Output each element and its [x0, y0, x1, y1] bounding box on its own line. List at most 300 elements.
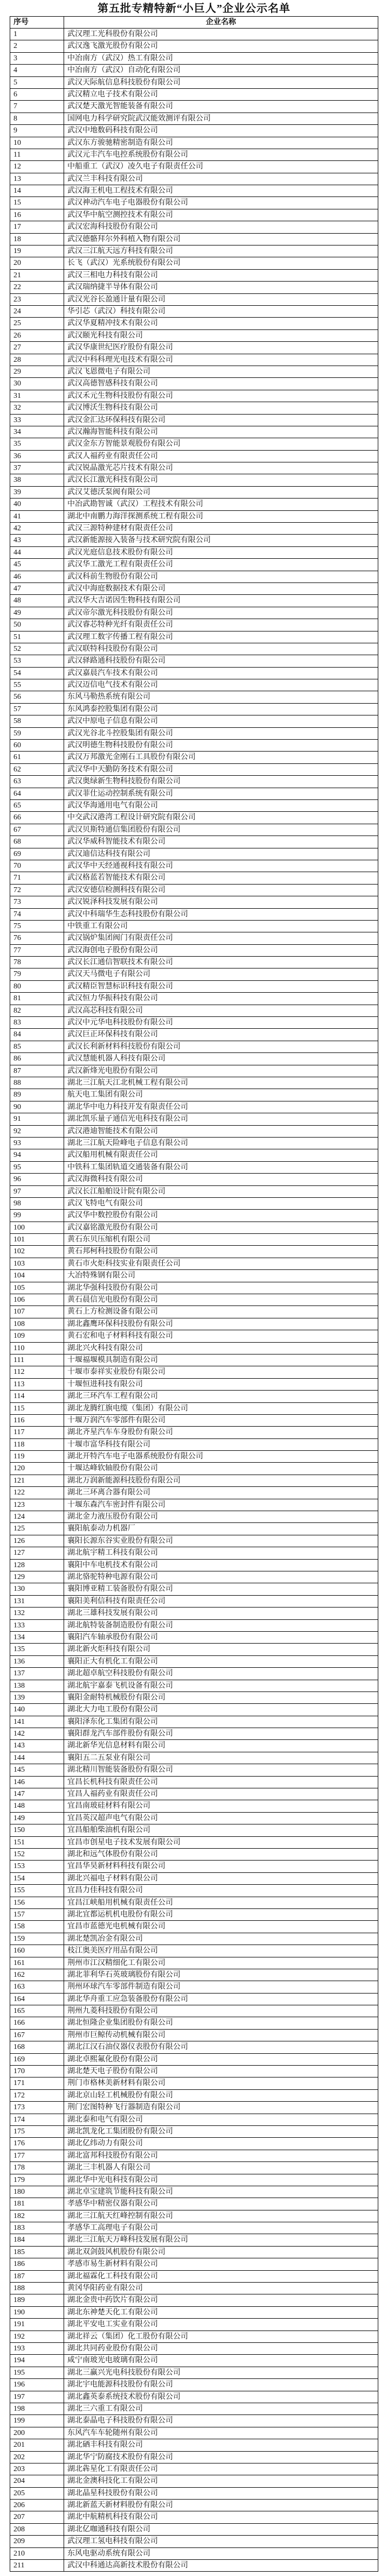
company-name: 宜昌船舶柴油机有限公司 [67, 1826, 150, 1835]
table-row [10, 715, 378, 727]
row-number: 200 [10, 2427, 64, 2439]
company-name: 武汉嘉晨汽车技术有限公司 [67, 669, 158, 677]
table-row [10, 1149, 378, 1161]
company-name: 武汉瀚海智能科技有限公司 [67, 427, 158, 436]
table-row [10, 523, 378, 535]
company-name: 武汉元丰汽车电控系统股份有限公司 [67, 150, 188, 159]
company-name: 武汉中地数码科技有限公司 [67, 127, 158, 135]
table-row [10, 1306, 378, 1318]
table-row [10, 2343, 378, 2355]
company-name: 宜昌人福药业有限责任公司 [67, 1790, 158, 1799]
table-row [10, 234, 378, 245]
row-number: 20 [10, 257, 64, 269]
company-name: 华引芯（武汉）科技有限公司 [67, 307, 165, 315]
company-name: 湖北和远气体股份有限公司 [67, 1850, 158, 1858]
row-number: 9 [10, 125, 64, 136]
table-row [10, 1162, 378, 1174]
row-number: 70 [10, 860, 64, 872]
company-name: 武汉光庭信息技术股份有限公司 [67, 548, 173, 557]
company-name: 武汉港迪智能技术有限公司 [67, 1127, 158, 1135]
table-row [10, 1861, 378, 1872]
company-name: 武汉天马微电子有限公司 [67, 970, 150, 979]
company-name: 武汉慧能机器人科技有限公司 [67, 1055, 165, 1063]
table-row [10, 2077, 378, 2089]
company-name: 宜昌市创星电子技术发展有限公司 [67, 1838, 181, 1847]
table-row [10, 2548, 378, 2560]
row-number: 90 [10, 1101, 64, 1113]
row-number: 125 [10, 1523, 64, 1534]
table-row [10, 2126, 378, 2138]
table-row [10, 535, 378, 546]
company-name: 黄石上方检测设备有限公司 [67, 1308, 158, 1316]
table-row [10, 1837, 378, 1849]
table-row [10, 1969, 378, 1981]
row-number: 92 [10, 1126, 64, 1137]
company-name: 荆州环球汽车零部件制造有限公司 [67, 1983, 181, 1991]
row-number: 112 [10, 1366, 64, 1378]
table-row [10, 2138, 378, 2150]
row-number: 33 [10, 415, 64, 426]
row-number: 142 [10, 1728, 64, 1739]
table-row [10, 1475, 378, 1487]
company-name: 襄阳美利信科技有限责任公司 [67, 1597, 165, 1605]
row-number: 202 [10, 2452, 64, 2463]
table-row [10, 824, 378, 836]
row-number: 116 [10, 1415, 64, 1426]
table-row [10, 1005, 378, 1017]
row-number: 119 [10, 1451, 64, 1462]
company-name: 湖北楚天电子股份有限公司 [67, 2067, 158, 2076]
page-title: 第五批专精特新“小巨人”企业公示名单 [98, 3, 290, 15]
company-name: 襄阳航泰动力机器厂 [67, 1525, 135, 1533]
table-row [10, 2500, 378, 2511]
row-number: 8 [10, 113, 64, 124]
company-name: 黄石市火炬科技实业有限责任公司 [67, 1259, 181, 1268]
row-number: 190 [10, 2307, 64, 2318]
company-name: 湖北华舟重工应急装备股份有限公司 [67, 1995, 188, 2003]
row-number: 129 [10, 1571, 64, 1583]
table-row [10, 752, 378, 763]
table-row [10, 511, 378, 523]
company-name: 湖北开特汽车电子电器系统股份有限公司 [67, 1452, 203, 1461]
company-name: 武汉新能源接入装备与技术研究院有限公司 [67, 536, 211, 545]
table-row [10, 378, 378, 390]
company-name: 襄阳金耐特机械股份有限公司 [67, 1693, 165, 1702]
table-row [10, 2488, 378, 2500]
row-number: 35 [10, 438, 64, 450]
row-number: 191 [10, 2319, 64, 2330]
table-row [10, 607, 378, 619]
table-row [10, 1113, 378, 1125]
row-number: 18 [10, 234, 64, 245]
company-name: 武汉锅炉集团阀门有限责任公司 [67, 934, 173, 943]
table-row [10, 2090, 378, 2102]
table-row [10, 438, 378, 450]
row-number: 197 [10, 2391, 64, 2403]
company-name: 黄石宏和电子材料科技有限公司 [67, 1332, 173, 1340]
table-row [10, 462, 378, 474]
row-number: 122 [10, 1487, 64, 1498]
table-row [10, 161, 378, 173]
company-name: 武汉中科瑞华生态科技股份有限公司 [67, 910, 188, 918]
table-row [10, 402, 378, 414]
row-number: 181 [10, 2198, 64, 2209]
row-number: 161 [10, 1957, 64, 1969]
table-row [10, 1704, 378, 1716]
table-row [10, 2403, 378, 2415]
row-number: 34 [10, 426, 64, 438]
company-name: 武汉华中航空测控技术有限公司 [67, 210, 173, 219]
company-name: 武汉华海通用电气有限公司 [67, 802, 158, 810]
row-number: 76 [10, 932, 64, 944]
table-row [10, 282, 378, 293]
row-number: 100 [10, 1222, 64, 1233]
company-name: 东风电驱动系统有限公司 [67, 2549, 150, 2558]
table-row [10, 1089, 378, 1101]
table-row [10, 1294, 378, 1306]
row-number: 211 [10, 2560, 64, 2571]
table-row [10, 872, 378, 884]
row-number: 186 [10, 2258, 64, 2270]
table-row [10, 2475, 378, 2487]
row-number: 71 [10, 872, 64, 883]
row-number: 117 [10, 1427, 64, 1438]
company-name: 荆州市巨鲸传动机械有限公司 [67, 2031, 165, 2039]
row-number: 198 [10, 2403, 64, 2414]
table-row [10, 2355, 378, 2367]
company-name: 湖北犇星化工有限责任公司 [67, 2465, 158, 2473]
company-name: 武汉三江航天远方科技有限公司 [67, 247, 173, 256]
table-row [10, 77, 378, 89]
company-name: 湖北三环汽车工程有限公司 [67, 1392, 158, 1401]
table-row [10, 968, 378, 980]
row-number: 23 [10, 294, 64, 305]
table-row [10, 149, 378, 161]
row-number: 98 [10, 1198, 64, 1209]
table-row [10, 1330, 378, 1342]
row-number: 53 [10, 655, 64, 666]
row-number: 86 [10, 1053, 64, 1064]
row-number: 207 [10, 2511, 64, 2523]
company-name: 武汉三源特种建材有限责任公司 [67, 524, 173, 533]
table-row [10, 415, 378, 426]
company-name: 十堰恒进科技有限公司 [67, 1380, 143, 1388]
table-row [10, 1800, 378, 1812]
row-number: 153 [10, 1861, 64, 1872]
table-row [10, 1318, 378, 1330]
table-row [10, 1620, 378, 1632]
table-row [10, 1246, 378, 1258]
company-name: 武汉金汇达环保科技有限公司 [67, 416, 165, 424]
row-number: 17 [10, 221, 64, 233]
company-name: 湖北共同药业股份有限公司 [67, 2345, 158, 2353]
row-number: 164 [10, 1994, 64, 2005]
row-number: 55 [10, 679, 64, 691]
table-row [10, 2331, 378, 2343]
company-name: 湖北凯乐量子通信光电科技有限公司 [67, 1115, 188, 1124]
row-number: 167 [10, 2030, 64, 2041]
row-number: 37 [10, 462, 64, 474]
table-row [10, 173, 378, 185]
company-name: 武汉锐泽科技发展有限公司 [67, 898, 158, 907]
row-number: 176 [10, 2138, 64, 2149]
company-name: 湖北中南鹏力海洋探测系统工程有限公司 [67, 512, 203, 521]
company-name: 武汉长利新材料科技股份有限公司 [67, 1042, 181, 1051]
company-name: 十堰达峰软轴股份有限公司 [67, 1464, 158, 1473]
table-row [10, 1547, 378, 1559]
row-number: 145 [10, 1764, 64, 1775]
row-number: 88 [10, 1077, 64, 1089]
company-name: 湖北金贵中药饮片有限公司 [67, 2296, 158, 2305]
table-row [10, 1692, 378, 1704]
company-name: 武汉帝尔激光科技股份有限公司 [67, 608, 173, 617]
row-number: 66 [10, 812, 64, 823]
row-number: 165 [10, 2005, 64, 2017]
table-row [10, 270, 378, 282]
company-name: 湖北龙腾红旗电缆（集团）有限公司 [67, 1404, 188, 1413]
row-number: 148 [10, 1800, 64, 1812]
row-number: 108 [10, 1318, 64, 1330]
row-number: 25 [10, 318, 64, 329]
table-row [10, 595, 378, 607]
company-name: 襄阳泽东化工集团有限公司 [67, 1717, 158, 1726]
company-name: 武汉格蓝若智能技术有限公司 [67, 874, 165, 882]
table-row [10, 2283, 378, 2294]
company-name: 湖北华中光电科技有限公司 [67, 2175, 158, 2184]
table-row [10, 1728, 378, 1740]
table-row [10, 1511, 378, 1523]
company-name: 中交武汉港湾工程设计研究院有限公司 [67, 813, 196, 822]
table-row [10, 1994, 378, 2005]
company-name: 荆门宏图特种飞行器制造有限公司 [67, 2103, 181, 2112]
company-name: 武汉光谷北斗控股集团有限公司 [67, 729, 173, 738]
table-row [10, 1366, 378, 1378]
table-row [10, 860, 378, 872]
company-name: 湖北中航精机科技有限公司 [67, 2513, 158, 2522]
company-name: 武汉驿路通科技股份有限公司 [67, 657, 165, 665]
company-name: 武汉迈信电气技术有限公司 [67, 681, 158, 690]
row-number: 144 [10, 1752, 64, 1764]
table-row [10, 1258, 378, 1270]
company-name: 武汉新烽光电股份有限公司 [67, 1066, 158, 1075]
company-name: 湖北东神楚天化工有限公司 [67, 2308, 158, 2317]
company-name: 湖北航宇精工科技有限公司 [67, 1549, 158, 1557]
table-row [10, 559, 378, 571]
table-row [10, 1957, 378, 1969]
company-name: 湖北双剑鼓风机股份有限公司 [67, 2248, 165, 2256]
table-row [10, 1041, 378, 1053]
row-number: 102 [10, 1246, 64, 1257]
table-row [10, 1945, 378, 1957]
table-row [10, 1065, 378, 1077]
row-number: 67 [10, 824, 64, 836]
company-name: 中冶南方（武汉）热工有限公司 [67, 54, 173, 62]
table-row [10, 113, 378, 125]
company-name: 湖北三丰机器人有限公司 [67, 2164, 150, 2172]
row-number: 187 [10, 2271, 64, 2282]
row-number: 156 [10, 1897, 64, 1908]
row-number: 74 [10, 909, 64, 920]
table-row [10, 1427, 378, 1438]
row-number: 26 [10, 330, 64, 341]
company-name: 武汉长江船舶设计院有限公司 [67, 1187, 165, 1196]
row-number: 103 [10, 1258, 64, 1269]
table-row [10, 2247, 378, 2258]
row-number: 51 [10, 631, 64, 643]
table-row [10, 679, 378, 691]
row-number: 40 [10, 499, 64, 510]
row-number: 83 [10, 1017, 64, 1028]
table-row [10, 101, 378, 113]
row-number: 36 [10, 451, 64, 462]
row-number: 24 [10, 306, 64, 317]
row-number: 69 [10, 848, 64, 860]
row-number: 118 [10, 1439, 64, 1450]
row-number: 13 [10, 173, 64, 185]
table-row [10, 487, 378, 499]
company-name: 湖北大力电工股份有限公司 [67, 1705, 158, 1714]
company-name: 武汉安德信检测科技有限公司 [67, 886, 165, 894]
table-row [10, 1017, 378, 1029]
table-row [10, 2452, 378, 2463]
company-name: 湖北精川智能装备股份有限公司 [67, 1766, 173, 1774]
company-name: 武汉中海庭数据技术有限公司 [67, 584, 165, 593]
company-name: 黄石东贝压缩机有限公司 [67, 1236, 150, 1244]
company-name: 荆州市江汉精细化工有限公司 [67, 1959, 165, 1967]
company-name: 湖北三江航天万峰科技发展有限公司 [67, 2236, 188, 2244]
row-number: 5 [10, 77, 64, 88]
table-row [10, 89, 378, 101]
company-name: 襄阳长源东谷实业股份有限公司 [67, 1536, 173, 1545]
row-number: 15 [10, 197, 64, 208]
table-row [10, 197, 378, 209]
table-row [10, 2415, 378, 2427]
table-row [10, 1813, 378, 1824]
table-row [10, 2367, 378, 2379]
row-number: 128 [10, 1560, 64, 1571]
company-name: 湖北三江航天红峰控制有限公司 [67, 2212, 173, 2220]
table-row [10, 209, 378, 221]
row-number: 210 [10, 2548, 64, 2559]
row-number: 43 [10, 535, 64, 546]
table-row [10, 1909, 378, 1921]
company-name: 武汉中科通达高新技术股份有限公司 [67, 2561, 188, 2570]
table-row [10, 2030, 378, 2041]
row-number: 12 [10, 161, 64, 172]
table-row [10, 474, 378, 486]
row-number: 68 [10, 836, 64, 847]
table-row [10, 631, 378, 643]
company-name: 武汉长江通信智联技术有限公司 [67, 958, 173, 967]
table-row [10, 921, 378, 932]
row-number: 10 [10, 137, 64, 149]
row-number: 3 [10, 53, 64, 64]
table-row [10, 1282, 378, 1294]
company-name: 武汉禾元生物科技股份有限公司 [67, 391, 173, 400]
row-number: 50 [10, 619, 64, 630]
table-row [10, 896, 378, 908]
table-row [10, 2066, 378, 2077]
company-name: 湖北京山轻工机械股份有限公司 [67, 2091, 173, 2100]
table-row [10, 499, 378, 510]
row-number: 205 [10, 2488, 64, 2499]
row-number: 201 [10, 2439, 64, 2451]
table-row [10, 1126, 378, 1138]
row-number: 174 [10, 2114, 64, 2125]
company-name: 武汉海王机电工程技术有限公司 [67, 187, 173, 195]
row-number: 105 [10, 1282, 64, 1294]
row-number: 178 [10, 2162, 64, 2173]
company-name: 襄阳中车电机技术有限公司 [67, 1561, 158, 1569]
row-number: 48 [10, 595, 64, 606]
company-name: 湖北华强科技股份有限公司 [67, 1283, 158, 1292]
row-number: 171 [10, 2077, 64, 2089]
table-row [10, 137, 378, 149]
company-name: 中船重工（武汉）凌久电子有限责任公司 [67, 163, 203, 171]
row-number: 41 [10, 511, 64, 522]
company-name: 武汉恒力华振科技有限公司 [67, 994, 158, 1003]
company-name: 湖北恒隆企业集团股份有限公司 [67, 2019, 173, 2027]
table-row [10, 1680, 378, 1692]
row-number: 194 [10, 2355, 64, 2366]
row-number: 28 [10, 354, 64, 366]
company-name: 湖北三赢兴光电科技股份有限公司 [67, 2368, 181, 2377]
company-name: 湖北三江航天险峰电子信息有限公司 [67, 1139, 188, 1147]
row-number: 139 [10, 1692, 64, 1703]
row-number: 73 [10, 896, 64, 908]
company-name: 长飞（武汉）光系统股份有限公司 [67, 259, 181, 268]
company-name: 武汉迪信达科技有限公司 [67, 850, 150, 858]
row-number: 21 [10, 270, 64, 281]
table-row [10, 330, 378, 342]
company-name: 湖北宜都运机机电股份有限公司 [67, 1910, 173, 1919]
table-row [10, 1487, 378, 1499]
row-number: 160 [10, 1945, 64, 1956]
row-number: 46 [10, 571, 64, 582]
table-row [10, 294, 378, 306]
row-number: 82 [10, 1005, 64, 1016]
company-name: 武汉理工光科股份有限公司 [67, 30, 158, 38]
table-row [10, 643, 378, 655]
company-name: 武汉神动汽车电子电器股份有限公司 [67, 199, 188, 207]
row-number: 183 [10, 2222, 64, 2234]
table-row [10, 1499, 378, 1511]
table-row [10, 1415, 378, 1427]
company-name: 武汉华中天经通视科技有限公司 [67, 861, 173, 870]
company-name: 武汉三相电力科技有限公司 [67, 271, 158, 279]
table-row [10, 2427, 378, 2439]
company-name: 孝感市易生新材料有限公司 [67, 2260, 158, 2269]
row-number: 140 [10, 1704, 64, 1715]
header-company-name: 企业名称 [206, 18, 236, 26]
table-row [10, 1535, 378, 1547]
table-row [10, 1077, 378, 1089]
company-name: 武汉东方骏驰精密制造有限公司 [67, 138, 173, 147]
row-number: 14 [10, 185, 64, 196]
table-row [10, 1379, 378, 1391]
row-number: 22 [10, 282, 64, 293]
company-name: 武汉嘉铭激光股份有限公司 [67, 1223, 158, 1232]
row-number: 111 [10, 1354, 64, 1366]
company-name: 武汉长江激光科技有限公司 [67, 476, 158, 485]
company-name: 宜昌英汉超声电气有限公司 [67, 1814, 158, 1822]
row-number: 195 [10, 2367, 64, 2378]
table-row [10, 1981, 378, 1993]
company-name: 武汉菲仕运动控制系统有限公司 [67, 789, 173, 798]
table-row [10, 2017, 378, 2029]
row-number: 85 [10, 1041, 64, 1052]
company-name: 武汉德骼拜尔外科植入物有限公司 [67, 235, 181, 243]
